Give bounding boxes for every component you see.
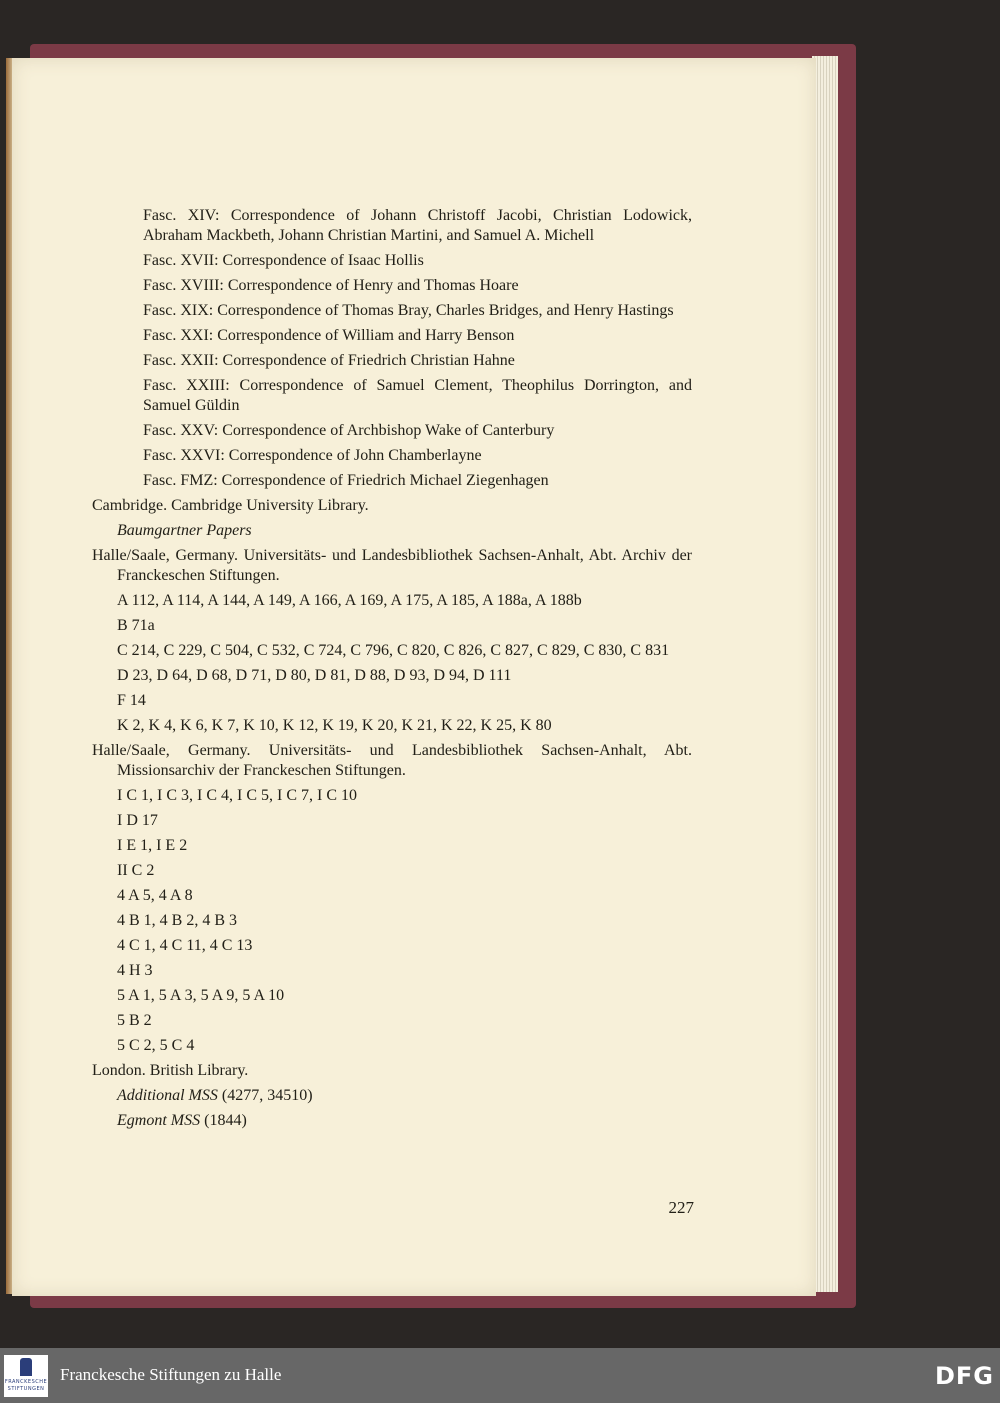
book-page	[12, 58, 816, 1296]
logo-text: FRANCKESCHE STIFTUNGEN	[4, 1379, 48, 1392]
page-number: 227	[668, 1198, 694, 1217]
shelfmark-list: II C 2	[117, 862, 155, 879]
repository-heading-london: London. British Library.	[92, 1062, 249, 1079]
repository-heading-halle-archiv: Halle/Saale, Germany. Universitäts- und Landesbibliothek Sachsen-Anhalt, Abt. Archiv der Franckeschen Stiftungen.	[92, 547, 692, 584]
shelfmark-list: B 71a	[117, 617, 155, 634]
footer-title[interactable]: Franckesche Stiftungen zu Halle	[60, 1365, 282, 1384]
shelfmark-list: D 23, D 64, D 68, D 71, D 80, D 81, D 88, D 93, D 94, D 111	[117, 667, 512, 684]
franckesche-logo[interactable]	[4, 1355, 48, 1397]
dfg-logo[interactable]: DFG	[934, 1362, 994, 1390]
shelfmark-list: 4 C 1, 4 C 11, 4 C 13	[117, 937, 253, 954]
bibliography-list	[92, 206, 692, 1136]
fasc-entry: Fasc. XIV: Correspondence of Johann Christoff Jacobi, Christian Lodowick, Abraham Mackbeth, Johann Christian Martini, and Samuel A. Michell	[143, 207, 692, 244]
fasc-entry: Fasc. XXI: Correspondence of William and Harry Benson	[143, 327, 515, 344]
shelfmark-list: I C 1, I C 3, I C 4, I C 5, I C 7, I C 10	[117, 787, 357, 804]
shelfmark-list: K 2, K 4, K 6, K 7, K 10, K 12, K 19, K 20, K 21, K 22, K 25, K 80	[117, 717, 552, 734]
fasc-entry: Fasc. XXVI: Correspondence of John Chamberlayne	[143, 447, 482, 464]
collection-title: Egmont MSS	[117, 1112, 201, 1129]
fasc-entry: Fasc. XXV: Correspondence of Archbishop Wake of Canterbury	[143, 422, 555, 439]
fasc-entry: Fasc. FMZ: Correspondence of Friedrich Michael Ziegenhagen	[143, 472, 549, 489]
shelfmark-list: A 112, A 114, A 144, A 149, A 166, A 169, A 175, A 185, A 188a, A 188b	[117, 592, 582, 609]
shelfmark-list: 4 H 3	[117, 962, 153, 979]
building-icon	[20, 1358, 32, 1376]
shelfmark-list: C 214, C 229, C 504, C 532, C 724, C 796, C 820, C 826, C 827, C 829, C 830, C 831	[117, 642, 670, 659]
fasc-entry: Fasc. XXIII: Correspondence of Samuel Clement, Theophilus Dorrington, and Samuel Güldin	[143, 377, 692, 414]
shelfmark-list: 4 A 5, 4 A 8	[117, 887, 193, 904]
shelfmark-list: 5 A 1, 5 A 3, 5 A 9, 5 A 10	[117, 987, 285, 1004]
shelfmark-list: F 14	[117, 692, 146, 709]
shelfmark-list: 4 B 1, 4 B 2, 4 B 3	[117, 912, 238, 929]
fasc-entry: Fasc. XXII: Correspondence of Friedrich Christian Hahne	[143, 352, 515, 369]
shelfmark-list: I D 17	[117, 812, 158, 829]
collection-detail: (4277, 34510)	[217, 1087, 313, 1104]
repository-heading-halle-mission: Halle/Saale, Germany. Universitäts- und Landesbibliothek Sachsen-Anhalt, Abt. Missionsarchiv der Franckeschen Stiftungen.	[92, 742, 692, 779]
shelfmark-list: 5 C 2, 5 C 4	[117, 1037, 195, 1054]
collection-title: Additional MSS	[117, 1087, 218, 1104]
viewer-footer	[0, 1348, 1000, 1403]
collection-baumgartner: Baumgartner Papers	[117, 522, 252, 539]
repository-heading-cambridge: Cambridge. Cambridge University Library.	[92, 497, 369, 514]
collection-detail: (1844)	[200, 1112, 247, 1129]
collection-egmont-mss	[92, 1111, 692, 1131]
fasc-entry: Fasc. XIX: Correspondence of Thomas Bray, Charles Bridges, and Henry Hastings	[143, 302, 674, 319]
fasc-entry: Fasc. XVIII: Correspondence of Henry and Thomas Hoare	[143, 277, 519, 294]
fasc-entry: Fasc. XVII: Correspondence of Isaac Hollis	[143, 252, 424, 269]
collection-additional-mss	[92, 1086, 692, 1106]
shelfmark-list: 5 B 2	[117, 1012, 152, 1029]
shelfmark-list: I E 1, I E 2	[117, 837, 188, 854]
